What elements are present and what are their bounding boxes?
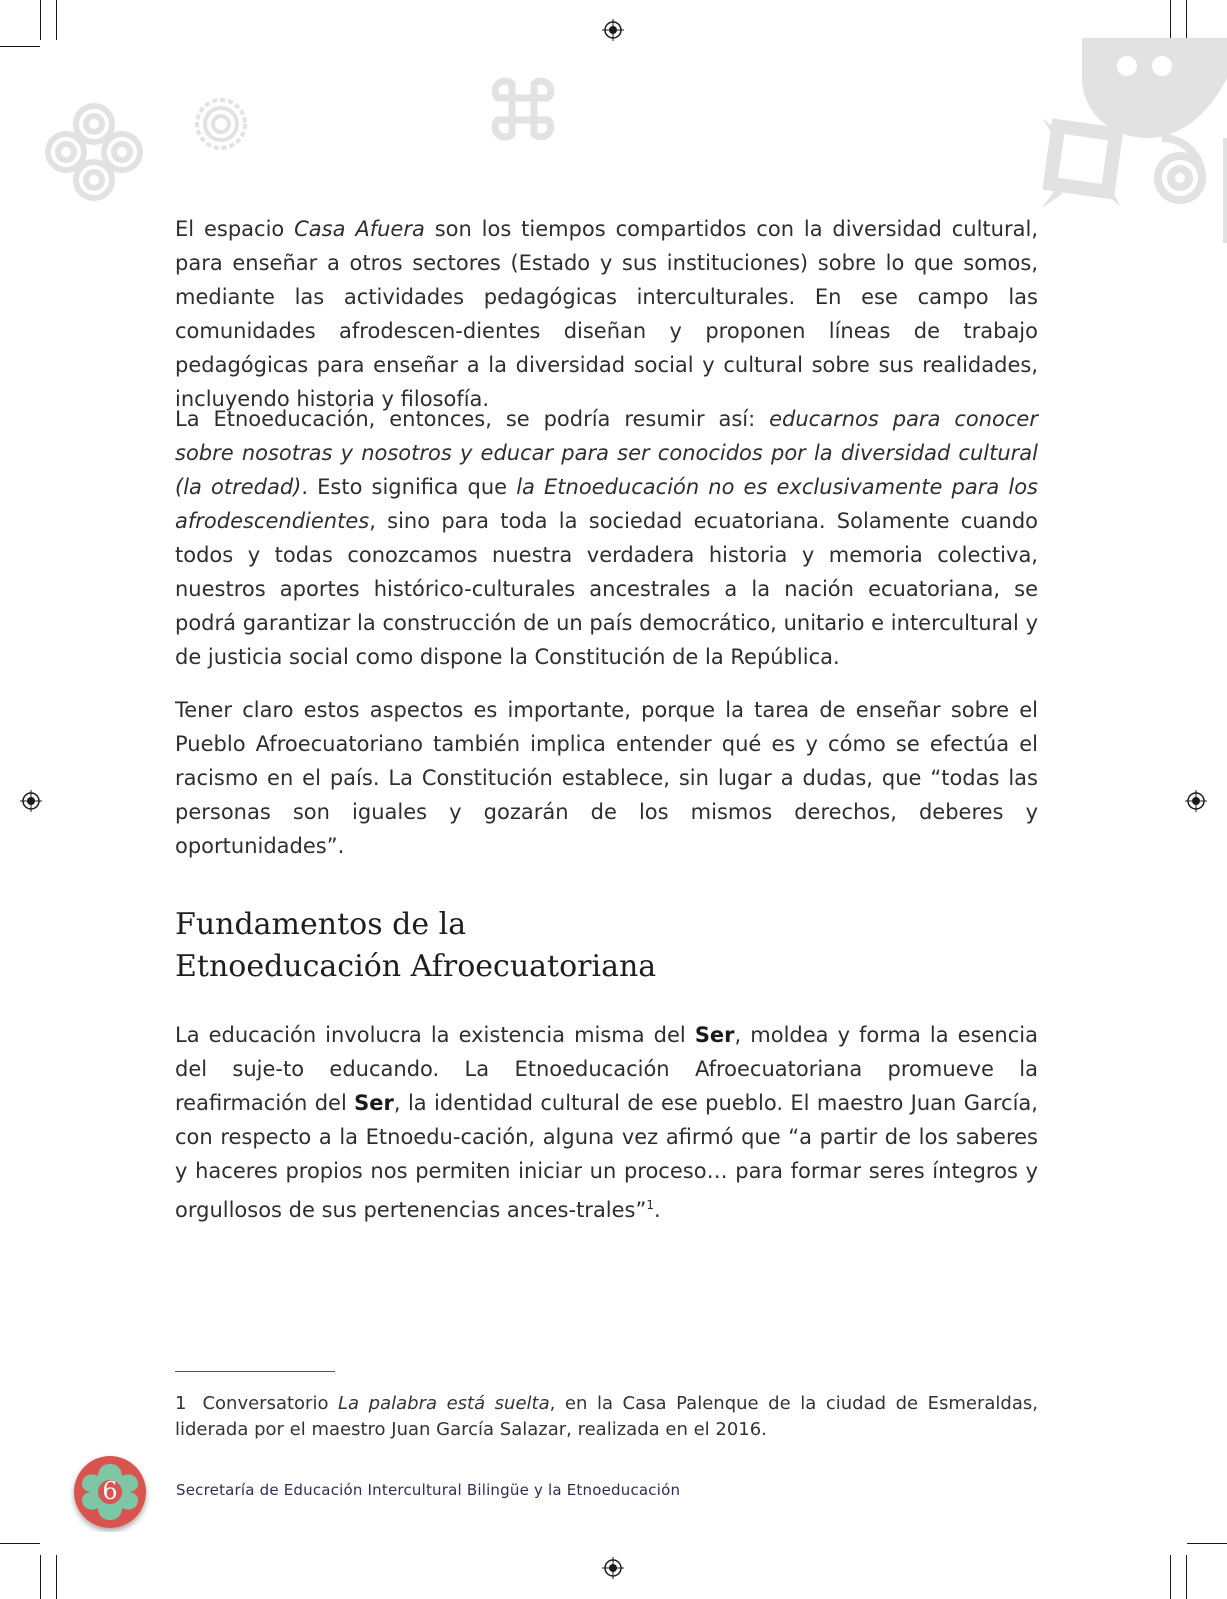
knot-symbol-icon <box>488 74 558 144</box>
crop-mark <box>1170 1555 1171 1599</box>
registration-mark-icon <box>602 19 624 41</box>
emphasis-text: La palabra está suelta <box>338 1393 550 1414</box>
text-run: . <box>654 1198 661 1222</box>
text-run: . Esto significa que <box>301 475 517 499</box>
page-number: 6 <box>102 1477 118 1505</box>
text-run: son los tiempos compartidos con la diversidad cultural, para enseñar a otros sectores (Estado y sus instituciones) sobre lo que somos, mediante las actividades pedagógicas interculturales. En ese campo las comunidades afrodescen-dientes diseñan y proponen líneas de trabajo pedagógicas para enseñar a la diversidad social y cultural sobre sus realidades, incluyendo historia y filosofía. <box>175 217 1038 411</box>
registration-mark-icon <box>20 790 42 812</box>
text-run: , sino para toda la sociedad ecuatoriana. Solamente cuando todos y todas conozcamos nuestra verdadera historia y memoria colectiva, nuestros aportes histórico-culturales ancestrales a la nación ecuatoriana, se podrá garantizar la construcción de un país democrático, unitario e intercultural y de justicia social como dispone la Constitución de la República. <box>175 509 1038 669</box>
crop-mark <box>56 0 57 40</box>
registration-mark-icon <box>1185 790 1207 812</box>
paragraph-etnoeducacion-resumen <box>175 402 1038 674</box>
text-run: , moldea y forma la esencia del suje-to educando. La Etnoeducación Afroecuatoriana promueve la reafirmación del <box>175 1023 1038 1115</box>
emphasis-text: la Etnoeducación no es exclusivamente para los afrodescendientes <box>175 475 1038 533</box>
crop-mark <box>1187 1543 1227 1544</box>
footer-institution-label: Secretaría de Educación Intercultural Bilingüe y la Etnoeducación <box>176 1481 681 1499</box>
crop-mark <box>1186 0 1187 40</box>
section-heading <box>175 904 1035 988</box>
text-run: , la identidad cultural de ese pueblo. El maestro Juan García, con respecto a la Etnoedu-cación, alguna vez afirmó que “a partir de los saberes y haceres propios nos permiten iniciar un proceso… para formar seres íntegros y orgullosos de sus pertenencias ances-trales” <box>175 1091 1038 1222</box>
text-run: La Etnoeducación, entonces, se podría resumir así: <box>175 407 770 431</box>
crop-mark <box>1170 0 1171 40</box>
paragraph-racismo-constitucion <box>175 693 1038 863</box>
heading-line-2: Etnoeducación Afroecuatoriana <box>175 949 657 984</box>
emphasis-text: Casa Afuera <box>294 217 425 241</box>
emphasis-text: educarnos para conocer sobre nosotras y nosotros y educar para ser conocidos por la diversidad cultural (la otredad) <box>175 407 1038 499</box>
text-run: El espacio <box>175 217 295 241</box>
paragraph-casa-afuera <box>175 212 1038 416</box>
crop-mark <box>1186 1555 1187 1599</box>
footnote-divider <box>175 1371 335 1372</box>
crop-mark <box>56 1555 57 1599</box>
text-run: La educación involucra la existencia misma del <box>175 1023 695 1047</box>
footnote <box>175 1391 1038 1443</box>
paragraph-fundamentos <box>175 1018 1038 1227</box>
heading-line-1: Fundamentos de la <box>175 907 467 942</box>
bold-text: Ser <box>354 1091 394 1115</box>
bold-text: Ser <box>694 1023 735 1047</box>
crop-mark <box>0 1543 40 1544</box>
spiral-cluster-icon <box>38 96 150 208</box>
crop-mark <box>40 1555 41 1599</box>
text-run: , en la Casa Palenque de la ciudad de Esmeraldas, liderada por el maestro Juan García Salazar, realizada en el 2016. <box>175 1393 1038 1440</box>
footnote-reference[interactable]: 1 <box>646 1198 655 1212</box>
sun-spiral-icon <box>193 96 249 152</box>
crop-mark <box>40 0 41 40</box>
adinkra-cluster-icon <box>1042 38 1227 243</box>
text-run: Tener claro estos aspectos es importante, porque la tarea de enseñar sobre el Pueblo Afroecuatoriano también implica entender qué es y cómo se efectúa el racismo en el país. La Constitución establece, sin lugar a dudas, que “todas las personas son iguales y gozarán de los mismos derechos, deberes y oportunidades”. <box>175 698 1038 858</box>
registration-mark-icon <box>602 1557 624 1579</box>
crop-mark <box>0 46 40 47</box>
text-run: Conversatorio <box>202 1393 339 1414</box>
footnote-number: 1 <box>175 1393 187 1414</box>
